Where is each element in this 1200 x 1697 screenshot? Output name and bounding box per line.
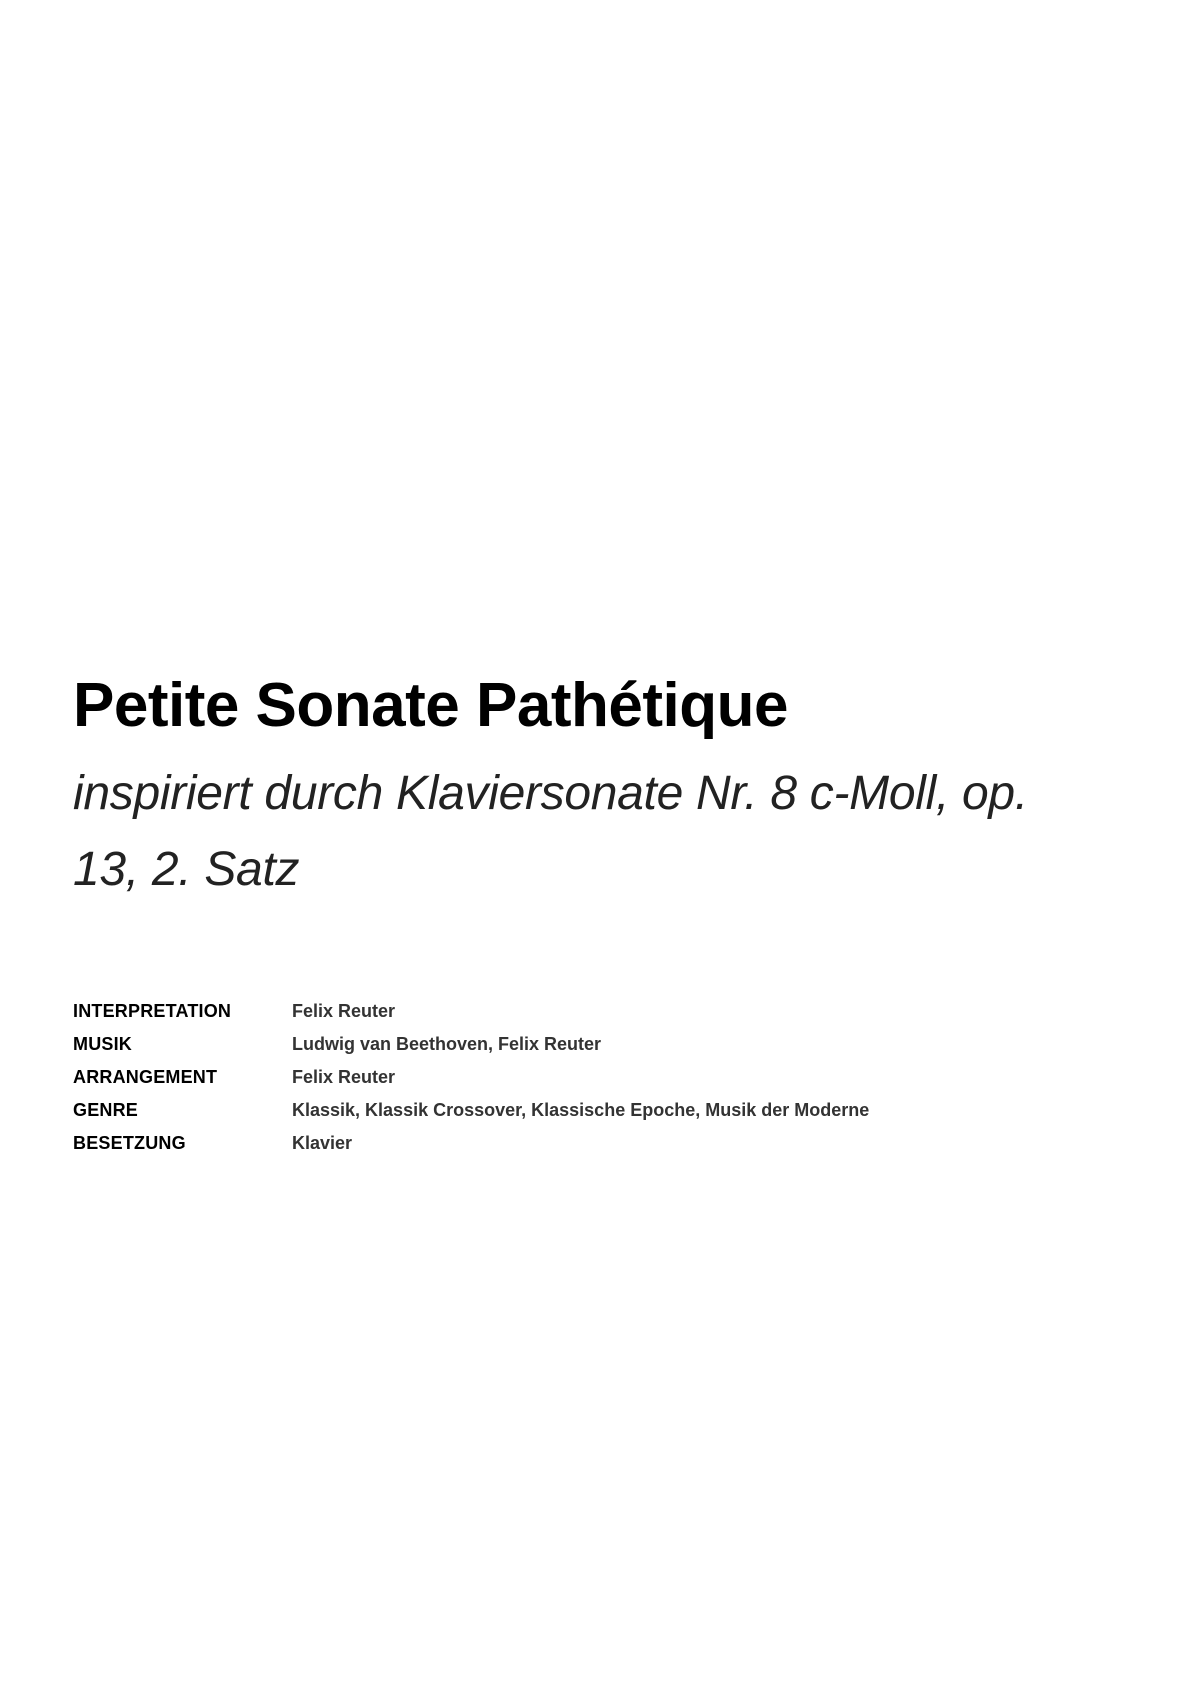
credit-label: GENRE (73, 1100, 139, 1120)
page-title: Petite Sonate Pathétique (73, 671, 788, 740)
credit-value: Klassik, Klassik Crossover, Klassische Epoche, Musik der Moderne (292, 1100, 870, 1120)
credit-row-genre (73, 1094, 1133, 1127)
credit-label: MUSIK (73, 1034, 132, 1054)
credit-value: Ludwig van Beethoven, Felix Reuter (292, 1034, 602, 1054)
credit-row-musik (73, 1028, 1133, 1061)
credit-label: ARRANGEMENT (73, 1067, 218, 1087)
title-block (73, 668, 1133, 908)
credit-row-arrangement (73, 1061, 1133, 1094)
credit-row-interpretation (73, 995, 1133, 1028)
credit-label: INTERPRETATION (73, 1001, 232, 1021)
credits-list (73, 995, 1133, 1160)
credit-label: BESETZUNG (73, 1133, 186, 1153)
credit-value: Felix Reuter (292, 1067, 396, 1087)
credit-value: Klavier (292, 1133, 353, 1153)
credit-value: Felix Reuter (292, 1001, 396, 1021)
credit-row-besetzung (73, 1127, 1133, 1160)
page-subtitle: inspiriert durch Klaviersonate Nr. 8 c-Moll, op. 13, 2. Satz (73, 767, 1028, 896)
